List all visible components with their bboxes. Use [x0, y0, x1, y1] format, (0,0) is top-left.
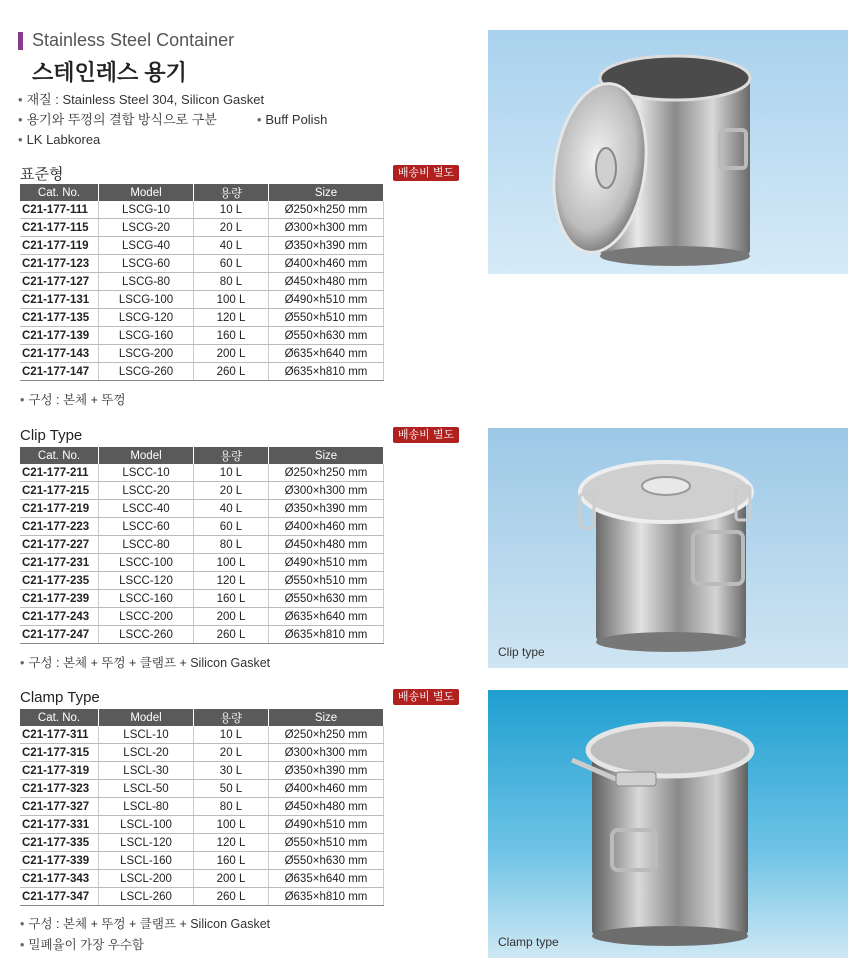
section-title-clamp: Clamp Type [20, 689, 100, 706]
cell-capacity: 160 L [194, 590, 269, 608]
table-row [20, 201, 384, 219]
cell-model: LSCL-100 [99, 816, 194, 834]
table-row [20, 852, 384, 870]
cell-catno: C21-177-311 [20, 726, 99, 744]
col-model: Model [99, 447, 194, 464]
cell-capacity: 80 L [194, 798, 269, 816]
title-accent-bar [18, 32, 23, 50]
col-model: Model [99, 709, 194, 726]
clip-note: • 구성 : 본체 + 뚜껑 + 클램프 + Silicon Gasket [20, 656, 271, 670]
standard-container-photo [488, 30, 848, 274]
standard-note-text: 구성 : 본체 + 뚜껑 [28, 393, 126, 407]
cell-model: LSCG-120 [99, 309, 194, 327]
cell-model: LSCL-30 [99, 762, 194, 780]
cell-catno: C21-177-339 [20, 852, 99, 870]
cell-model: LSCL-10 [99, 726, 194, 744]
table-row [20, 726, 384, 744]
cell-capacity: 50 L [194, 780, 269, 798]
cell-catno: C21-177-323 [20, 780, 99, 798]
cell-capacity: 120 L [194, 834, 269, 852]
cell-model: LSCL-160 [99, 852, 194, 870]
cell-capacity: 200 L [194, 608, 269, 626]
col-size: Size [269, 447, 384, 464]
cell-catno: C21-177-219 [20, 500, 99, 518]
brand-bullet: • LK Labkorea [18, 132, 101, 147]
cell-capacity: 60 L [194, 255, 269, 273]
cell-capacity: 260 L [194, 888, 269, 906]
clip-note-text: 구성 : 본체 + 뚜껑 + 클램프 + Silicon Gasket [28, 656, 271, 670]
shipping-badge: 배송비 별도 [393, 165, 459, 181]
cell-capacity: 200 L [194, 870, 269, 888]
cell-size: Ø250×h250 mm [269, 201, 384, 219]
cell-size: Ø550×h630 mm [269, 852, 384, 870]
cell-capacity: 160 L [194, 327, 269, 345]
cell-capacity: 160 L [194, 852, 269, 870]
cell-catno: C21-177-123 [20, 255, 99, 273]
cell-model: LSCC-20 [99, 482, 194, 500]
cell-size: Ø550×h630 mm [269, 590, 384, 608]
cell-catno: C21-177-243 [20, 608, 99, 626]
cell-catno: C21-177-335 [20, 834, 99, 852]
cell-capacity: 10 L [194, 201, 269, 219]
cell-model: LSCL-120 [99, 834, 194, 852]
cell-catno: C21-177-315 [20, 744, 99, 762]
cell-catno: C21-177-319 [20, 762, 99, 780]
cell-size: Ø635×h810 mm [269, 626, 384, 644]
cell-catno: C21-177-135 [20, 309, 99, 327]
clamp-seal-text: 밀폐율이 가장 우수함 [28, 938, 145, 952]
table-row [20, 464, 384, 482]
clip-container-photo [488, 428, 848, 668]
table-row [20, 870, 384, 888]
spec-bullets [18, 90, 327, 150]
cell-size: Ø350×h390 mm [269, 500, 384, 518]
table-row [20, 219, 384, 237]
cell-capacity: 80 L [194, 273, 269, 291]
cell-size: Ø450×h480 mm [269, 273, 384, 291]
cell-catno: C21-177-247 [20, 626, 99, 644]
col-capacity: 용량 [194, 709, 269, 726]
table-row [20, 518, 384, 536]
cell-catno: C21-177-131 [20, 291, 99, 309]
table-header-row [20, 709, 384, 726]
cell-catno: C21-177-119 [20, 237, 99, 255]
cell-size: Ø550×h510 mm [269, 834, 384, 852]
col-capacity: 용량 [194, 447, 269, 464]
clamp-note: • 구성 : 본체 + 뚜껑 + 클램프 + Silicon Gasket [20, 917, 271, 931]
cell-model: LSCL-80 [99, 798, 194, 816]
classify-bullet: • 용기와 뚜껑의 결합 방식으로 구분 • Buff Polish [18, 112, 328, 127]
cell-size: Ø250×h250 mm [269, 726, 384, 744]
cell-size: Ø350×h390 mm [269, 762, 384, 780]
table-row [20, 255, 384, 273]
table-row [20, 482, 384, 500]
table-row [20, 536, 384, 554]
cell-size: Ø450×h480 mm [269, 536, 384, 554]
cell-model: LSCG-100 [99, 291, 194, 309]
cell-size: Ø300×h300 mm [269, 744, 384, 762]
table-row [20, 500, 384, 518]
table-header-row [20, 447, 384, 464]
cell-model: LSCG-40 [99, 237, 194, 255]
cell-size: Ø490×h510 mm [269, 554, 384, 572]
cell-capacity: 60 L [194, 518, 269, 536]
cell-model: LSCG-260 [99, 363, 194, 381]
section-title-clip: Clip Type [20, 427, 83, 444]
cell-capacity: 260 L [194, 363, 269, 381]
table-row [20, 608, 384, 626]
cell-size: Ø550×h510 mm [269, 309, 384, 327]
table-row [20, 888, 384, 906]
cell-catno: C21-177-239 [20, 590, 99, 608]
cell-size: Ø635×h810 mm [269, 888, 384, 906]
cell-catno: C21-177-327 [20, 798, 99, 816]
cell-capacity: 100 L [194, 554, 269, 572]
col-capacity: 용량 [194, 184, 269, 201]
cell-size: Ø550×h510 mm [269, 572, 384, 590]
col-model: Model [99, 184, 194, 201]
table-row [20, 309, 384, 327]
table-row [20, 626, 384, 644]
cell-capacity: 40 L [194, 237, 269, 255]
table-row [20, 291, 384, 309]
cell-size: Ø350×h390 mm [269, 237, 384, 255]
cell-model: LSCL-20 [99, 744, 194, 762]
cell-model: LSCC-40 [99, 500, 194, 518]
cell-size: Ø400×h460 mm [269, 255, 384, 273]
standard-spec-table [20, 184, 384, 381]
cell-model: LSCC-100 [99, 554, 194, 572]
clip-spec-table [20, 447, 384, 644]
cell-size: Ø300×h300 mm [269, 482, 384, 500]
cell-catno: C21-177-215 [20, 482, 99, 500]
shipping-badge: 배송비 별도 [393, 689, 459, 705]
cell-size: Ø635×h640 mm [269, 345, 384, 363]
cell-capacity: 100 L [194, 291, 269, 309]
clip-photo-caption: Clip type [498, 645, 545, 659]
cell-capacity: 20 L [194, 219, 269, 237]
cell-model: LSCC-200 [99, 608, 194, 626]
cell-capacity: 20 L [194, 744, 269, 762]
cell-model: LSCG-10 [99, 201, 194, 219]
col-size: Size [269, 184, 384, 201]
clamp-note-seal: • 밀폐율이 가장 우수함 [20, 938, 145, 952]
cell-catno: C21-177-143 [20, 345, 99, 363]
cell-catno: C21-177-211 [20, 464, 99, 482]
cell-capacity: 260 L [194, 626, 269, 644]
table-row [20, 780, 384, 798]
cell-capacity: 200 L [194, 345, 269, 363]
cell-size: Ø450×h480 mm [269, 798, 384, 816]
cell-size: Ø550×h630 mm [269, 327, 384, 345]
clamp-photo-caption: Clamp type [498, 935, 559, 949]
cell-capacity: 120 L [194, 309, 269, 327]
page-title-korean: 스테인레스 용기 [32, 60, 187, 85]
cell-size: Ø490×h510 mm [269, 816, 384, 834]
cell-model: LSCC-120 [99, 572, 194, 590]
table-header-row [20, 184, 384, 201]
cell-model: LSCL-50 [99, 780, 194, 798]
table-row [20, 554, 384, 572]
cell-size: Ø490×h510 mm [269, 291, 384, 309]
cell-model: LSCG-80 [99, 273, 194, 291]
cell-model: LSCC-60 [99, 518, 194, 536]
cell-catno: C21-177-227 [20, 536, 99, 554]
material-text: 재질 : Stainless Steel 304, Silicon Gasket [26, 92, 265, 107]
cell-model: LSCL-260 [99, 888, 194, 906]
cell-model: LSCC-260 [99, 626, 194, 644]
cell-catno: C21-177-127 [20, 273, 99, 291]
cell-catno: C21-177-223 [20, 518, 99, 536]
cell-size: Ø250×h250 mm [269, 464, 384, 482]
table-row [20, 572, 384, 590]
cell-catno: C21-177-231 [20, 554, 99, 572]
cell-model: LSCG-20 [99, 219, 194, 237]
cell-size: Ø400×h460 mm [269, 518, 384, 536]
brand-text: LK Labkorea [26, 132, 101, 147]
cell-capacity: 10 L [194, 726, 269, 744]
cell-size: Ø635×h640 mm [269, 608, 384, 626]
cell-model: LSCC-160 [99, 590, 194, 608]
cell-model: LSCL-200 [99, 870, 194, 888]
col-catno: Cat. No. [20, 447, 99, 464]
cell-size: Ø635×h640 mm [269, 870, 384, 888]
cell-catno: C21-177-115 [20, 219, 99, 237]
section-title-standard: 표준형 [20, 166, 64, 183]
cell-model: LSCC-10 [99, 464, 194, 482]
cell-catno: C21-177-111 [20, 201, 99, 219]
cell-model: LSCC-80 [99, 536, 194, 554]
table-row [20, 834, 384, 852]
cell-capacity: 30 L [194, 762, 269, 780]
cell-capacity: 120 L [194, 572, 269, 590]
cell-capacity: 20 L [194, 482, 269, 500]
cell-catno: C21-177-343 [20, 870, 99, 888]
table-row [20, 363, 384, 381]
table-row [20, 237, 384, 255]
cell-size: Ø635×h810 mm [269, 363, 384, 381]
finish-text: Buff Polish [265, 112, 328, 127]
cell-size: Ø300×h300 mm [269, 219, 384, 237]
col-size: Size [269, 709, 384, 726]
table-row [20, 327, 384, 345]
standard-note: • 구성 : 본체 + 뚜껑 [20, 393, 126, 407]
clamp-note-text: 구성 : 본체 + 뚜껑 + 클램프 + Silicon Gasket [28, 917, 271, 931]
cell-capacity: 10 L [194, 464, 269, 482]
table-row [20, 273, 384, 291]
page-title-english: Stainless Steel Container [32, 30, 235, 50]
cell-capacity: 80 L [194, 536, 269, 554]
cell-size: Ø400×h460 mm [269, 780, 384, 798]
cell-model: LSCG-200 [99, 345, 194, 363]
classify-text: 용기와 뚜껑의 결합 방식으로 구분 [26, 112, 217, 127]
clamp-spec-table [20, 709, 384, 906]
table-row [20, 798, 384, 816]
cell-catno: C21-177-235 [20, 572, 99, 590]
table-row [20, 744, 384, 762]
cell-capacity: 100 L [194, 816, 269, 834]
cell-model: LSCG-160 [99, 327, 194, 345]
cell-catno: C21-177-331 [20, 816, 99, 834]
cell-catno: C21-177-147 [20, 363, 99, 381]
cell-capacity: 40 L [194, 500, 269, 518]
cell-model: LSCG-60 [99, 255, 194, 273]
col-catno: Cat. No. [20, 709, 99, 726]
table-row [20, 762, 384, 780]
table-row [20, 345, 384, 363]
table-row [20, 816, 384, 834]
shipping-badge: 배송비 별도 [393, 427, 459, 443]
material-bullet: • 재질 : Stainless Steel 304, Silicon Gasket [18, 92, 265, 107]
cell-catno: C21-177-139 [20, 327, 99, 345]
table-row [20, 590, 384, 608]
cell-catno: C21-177-347 [20, 888, 99, 906]
clamp-container-photo [488, 690, 848, 958]
col-catno: Cat. No. [20, 184, 99, 201]
